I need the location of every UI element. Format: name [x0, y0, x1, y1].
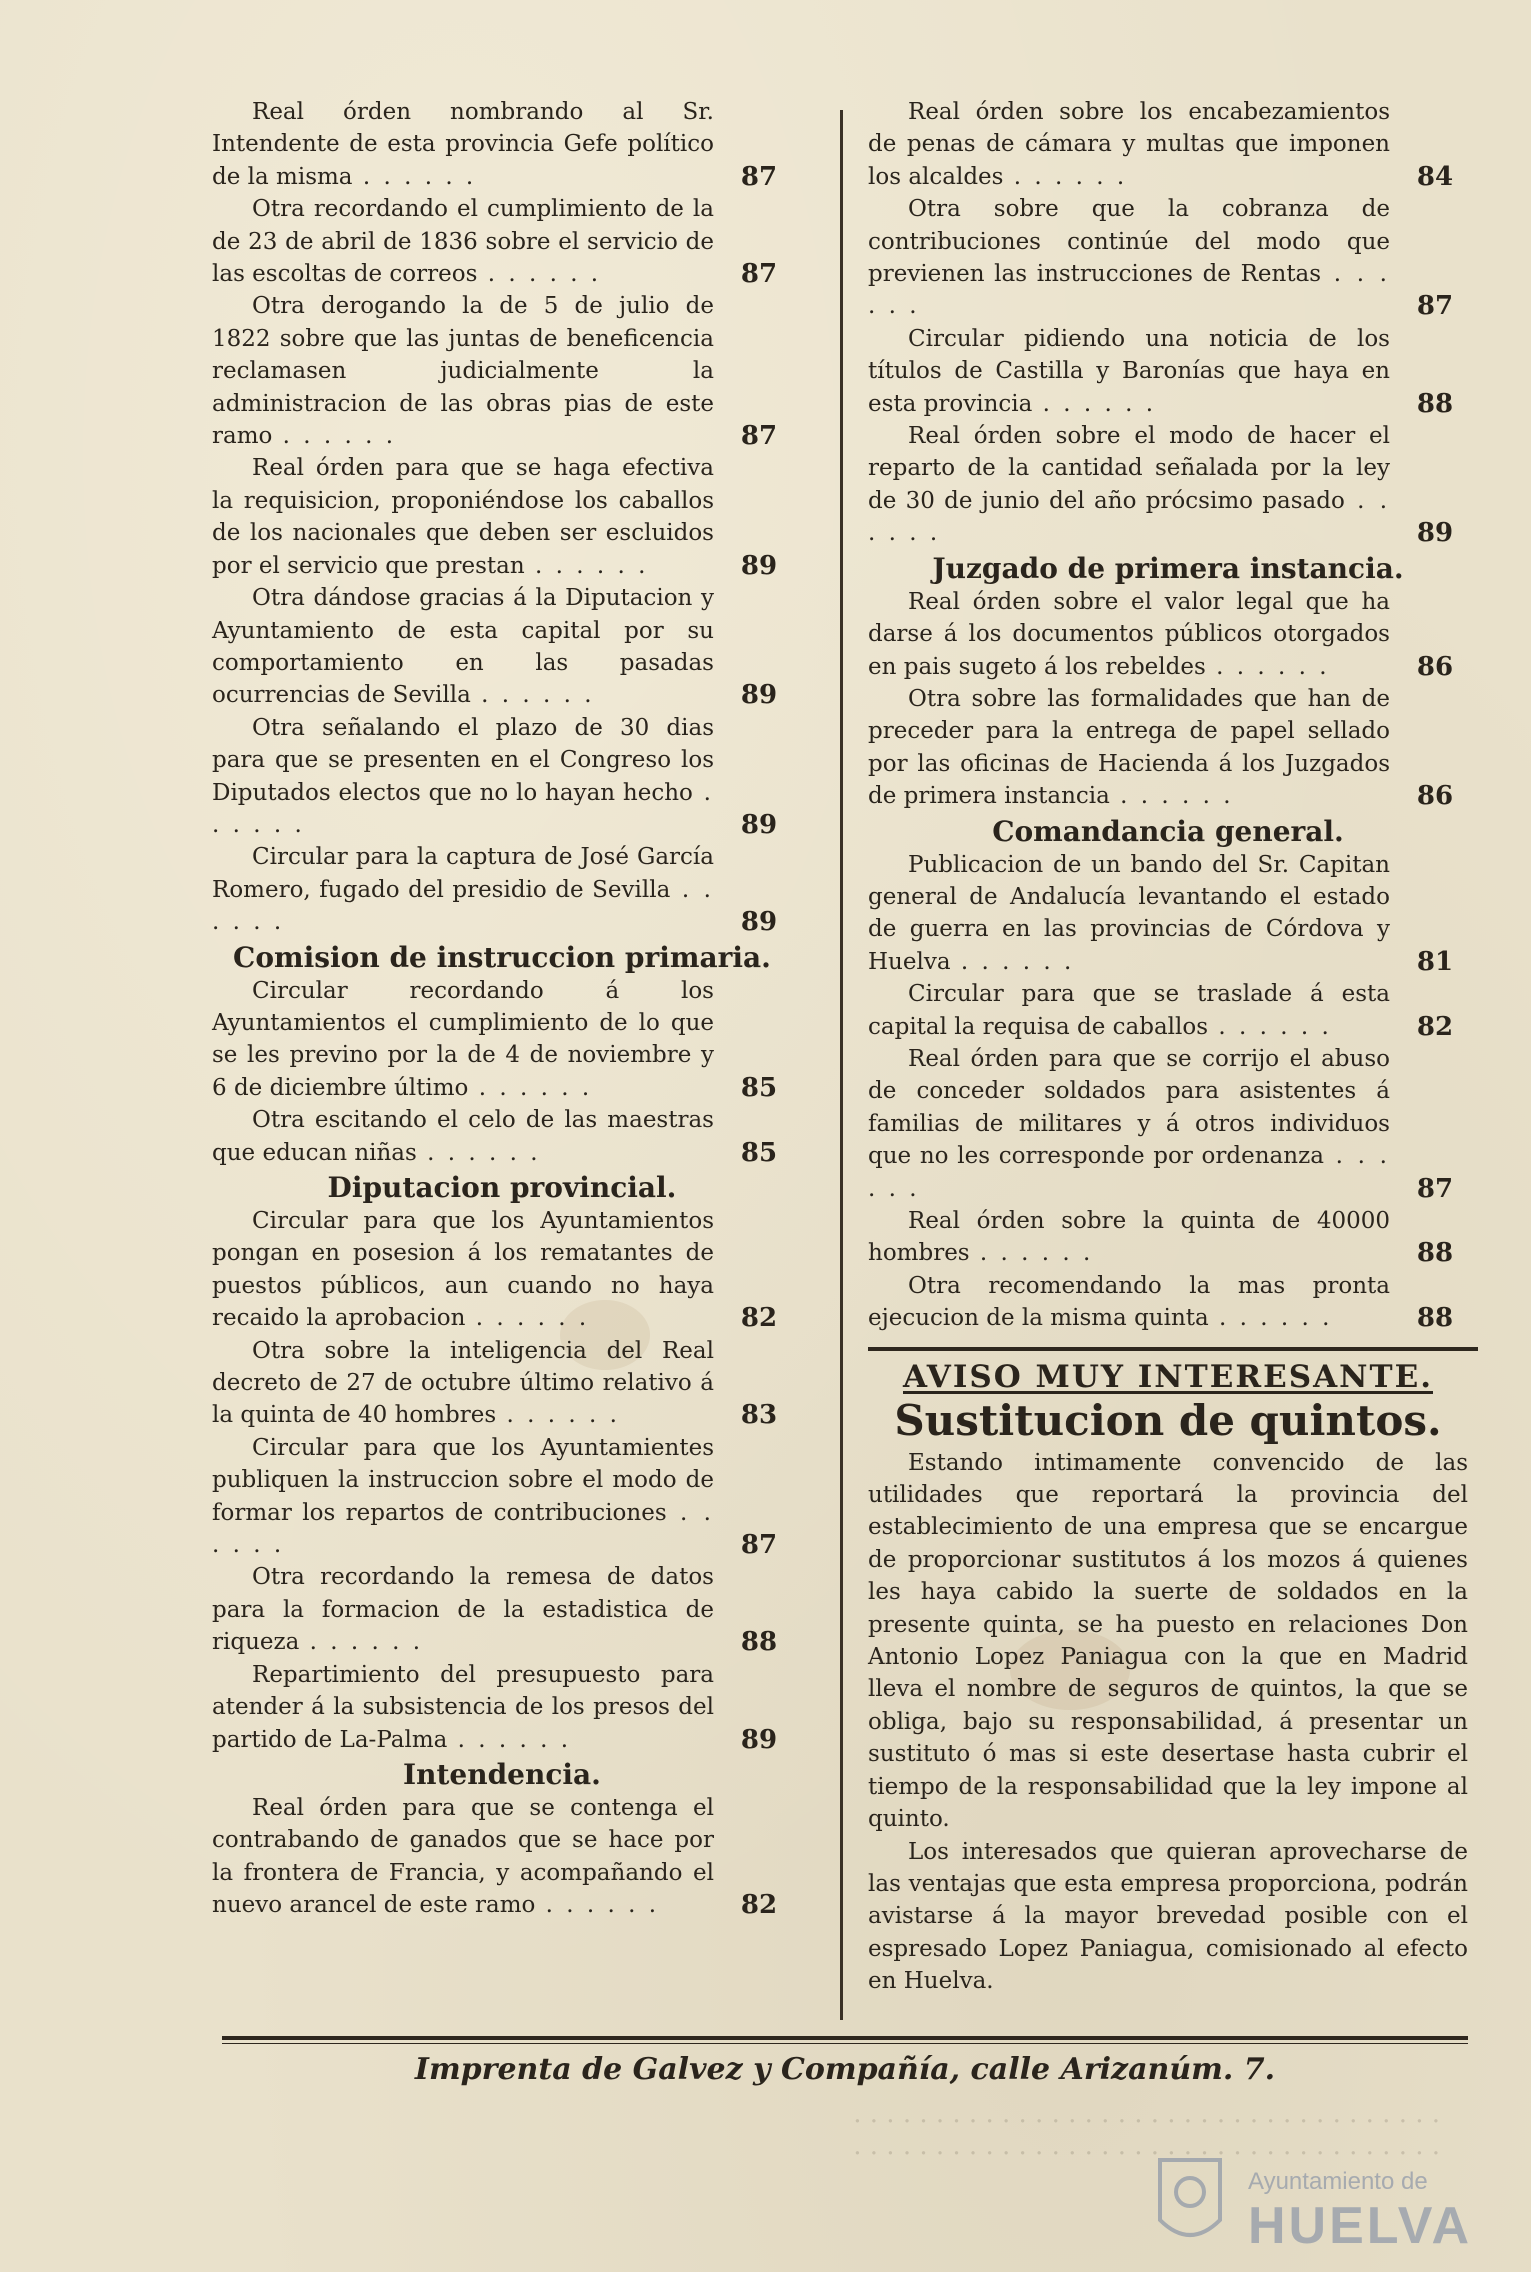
page-number: 87 [740, 1530, 778, 1561]
entry-text: Real órden para que se haga efectiva la requisicion, proponiéndose los caballos de los nacionales que deben ser escluidos por el servicio que prestan . . . . . . [212, 455, 714, 579]
entry-text: Publicacion de un bando del Sr. Capitan general de Andalucía levantando el estado de guerra en las provincias de Córdova y Huelva . . . . . . [868, 851, 1390, 975]
page-number: 88 [1416, 1303, 1454, 1334]
page-number: 88 [740, 1627, 778, 1658]
index-entry [212, 1104, 792, 1169]
index-entry [868, 323, 1468, 420]
entry-text: Otra sobre las formalidades que han de preceder para la entrega de papel sellado por las oficinas de Hacienda á los Juzgados de primera instancia . . . . . . [868, 685, 1390, 810]
page-number: 89 [740, 809, 778, 840]
leader-dots: . . . . . . [524, 552, 649, 579]
entry-text: Otra recordando el cumplimiento de la de 23 de abril de 1836 sobre el servicio de las escoltas de correos . . . . . . [212, 196, 714, 288]
leader-dots: . . . . . . [1003, 163, 1128, 190]
page-number: 82 [1416, 1011, 1454, 1042]
leader-dots: . . . . . . [535, 1892, 660, 1919]
footer-rule-thin [222, 2043, 1468, 2044]
footer-rule [222, 2036, 1468, 2040]
leader-dots: . . . . . . [447, 1726, 572, 1753]
leader-dots: . . . . . . [1032, 390, 1157, 417]
section-heading: Juzgado de primera instancia. [932, 551, 1404, 585]
page-number: 88 [1416, 388, 1454, 419]
index-entry [212, 290, 792, 452]
entry-text: Otra sobre que la cobranza de contribuciones continúe del modo que previenen las instrucciones de Rentas . . . . . . [868, 196, 1390, 320]
section-heading: Diputacion provincial. [327, 1171, 677, 1204]
entry-text: Otra recordando la remesa de datos para la formacion de la estadistica de riqueza . . . . . . [212, 1564, 714, 1656]
index-column-left [212, 96, 792, 1922]
entry-text: Circular para que los Ayuntamientos pongan en posesion á los rematantes de puestos públicos, aun cuando no haya recaido la aprobacion . . . . . . [212, 1208, 714, 1332]
index-entry [868, 420, 1468, 550]
leader-dots: . . . . . . [299, 1629, 424, 1656]
entry-text: Repartimiento del presupuesto para atender á la subsistencia de los presos del partido de La-Palma . . . . . . [212, 1661, 714, 1753]
index-entry [868, 193, 1468, 323]
entry-text: Otra escitando el celo de las maestras que educan niñas . . . . . . [212, 1107, 714, 1166]
index-entry [212, 1432, 792, 1562]
leader-dots: . . . . . . [1109, 783, 1234, 810]
leader-dots: . . . . . . [416, 1139, 541, 1166]
page-number: 87 [740, 421, 778, 452]
page-number: 89 [740, 550, 778, 581]
leader-dots: . . . . . . [1205, 653, 1330, 680]
watermark-line1: Ayuntamiento de [1248, 2168, 1428, 2195]
index-entry [212, 1659, 792, 1756]
page-number: 86 [1416, 781, 1454, 812]
entry-text: Otra dándose gracias á la Diputacion y Ayuntamiento de esta capital por su comportamiento en las pasadas ocurrencias de Sevilla . . . . . . [212, 585, 714, 709]
entry-text: Circular para la captura de José García Romero, fugado del presidio de Sevilla . . . . . . [212, 844, 714, 936]
index-entry [212, 96, 792, 193]
printer-imprint: Imprenta de Galvez y Compañía, calle Arizanúm. 7. [414, 2052, 1276, 2087]
section-divider [868, 1347, 1478, 1351]
page-number: 89 [740, 680, 778, 711]
notice-body [868, 1447, 1468, 1998]
leader-dots: . . . . . . [272, 423, 397, 450]
page-number: 88 [1416, 1238, 1454, 1269]
entry-text: Circular para que los Ayuntamientes publiquen la instruccion sobre el modo de formar los repartos de contribuciones . . . . . . [212, 1434, 714, 1559]
index-entry [868, 96, 1468, 193]
entry-text: Real órden para que se contenga el contrabando de ganados que se hace por la frontera de Francia, y acompañando el nuevo arancel de este ramo . . . . . . [212, 1794, 714, 1919]
notice-paragraph: Estando intimamente convencido de las utilidades que reportará la provincia del establecimiento de una empresa que se encargue de proporcionar sustitutos á los mozos á quienes les haya cabido la suerte de soldados en la presente quinta, se ha puesto en relaciones Don Antonio Lopez Paniagua con la que en Madrid lleva el nombre de seguros de quintos, la que se obliga, bajo su responsabilidad, á presentar un sustituto ó mas si este desertase hasta cubrir el tiempo de la responsabilidad que la ley impone al quinto. [868, 1449, 1468, 1833]
leader-dots: . . . . . . [868, 1143, 1390, 1202]
entry-text: Circular pidiendo una noticia de los títulos de Castilla y Baronías que haya en esta provincia . . . . . . [868, 325, 1390, 417]
page-number: 87 [1416, 1173, 1454, 1204]
index-entry [868, 683, 1468, 813]
leader-dots: . . . . . . [969, 1240, 1094, 1267]
index-entry [868, 1205, 1468, 1270]
leader-dots: . . . . . . [477, 261, 602, 288]
watermark-line2: HUELVA [1248, 2197, 1473, 2255]
leader-dots: . . . . . . [470, 682, 595, 709]
entry-text: Otra derogando la de 5 de julio de 1822 sobre que las juntas de beneficencia reclamasen judicialmente la administracion de las obras pias de este ramo . . . . . . [212, 293, 714, 450]
index-entry [868, 1043, 1468, 1205]
index-entry [212, 1561, 792, 1658]
index-entry [868, 849, 1468, 979]
page-number: 83 [740, 1400, 778, 1431]
entry-text: Circular para que se traslade á esta capital la requisa de caballos . . . . . . [868, 981, 1390, 1040]
leader-dots: . . . . . . [465, 1305, 590, 1332]
entry-text: Otra señalando el plazo de 30 dias para que se presenten en el Congreso los Diputados electos que no lo hayan hecho . . . . . . [212, 714, 714, 838]
page-number: 89 [740, 907, 778, 938]
page-number: 85 [740, 1072, 778, 1103]
notice-title: AVISO MUY INTERESANTE. [903, 1358, 1433, 1395]
index-entry [212, 975, 792, 1105]
entry-text: Otra sobre la inteligencia del Real decreto de 27 de octubre último relativo á la quinta de 40 hombres . . . . . . [212, 1337, 714, 1429]
index-entry [212, 1335, 792, 1432]
leader-dots: . . . . . . [468, 1074, 593, 1101]
leader-dots: . . . . . . [950, 948, 1075, 975]
index-entry [212, 193, 792, 290]
entry-text: Real órden nombrando al Sr. Intendente de esta provincia Gefe político de la misma . . . . . . [212, 99, 714, 190]
section-heading: Comision de instruccion primaria. [233, 940, 771, 974]
index-entry [212, 1792, 792, 1922]
index-column-right [868, 96, 1468, 1998]
index-entry [868, 1270, 1468, 1335]
entry-text: Real órden sobre los encabezamientos de penas de cámara y multas que imponen los alcaldes . . . . . . [868, 99, 1390, 190]
leader-dots: . . . . . . [868, 487, 1391, 547]
entry-text: Circular recordando á los Ayuntamientos el cumplimiento de lo que se les previno por la de 4 de noviembre y 6 de diciembre último . . . . . . [212, 977, 714, 1101]
page-number: 89 [740, 1724, 778, 1755]
right-index-entries [868, 96, 1468, 1335]
entry-text: Real órden sobre el modo de hacer el reparto de la cantidad señalada por la ley de 30 de junio del año prócsimo pasado . . . . . . [868, 423, 1391, 547]
notice-paragraph: Los interesados que quieran aprovecharse de las ventajas que esta empresa proporciona, podrán avistarse á la mayor brevedad posible con el espresado Lopez Paniagua, comisionado al efecto en Huelva. [868, 1838, 1468, 1995]
leader-dots: . . . . . . [1208, 1305, 1333, 1332]
index-entry [212, 712, 792, 842]
page-number: 82 [740, 1890, 778, 1921]
entry-text: Real órden sobre el valor legal que ha darse á los documentos públicos otorgados en pais sugeto á los rebeldes . . . . . . [868, 588, 1390, 680]
page-number: 82 [740, 1303, 778, 1334]
entry-text: Otra recomendando la mas pronta ejecucion de la misma quinta . . . . . . [868, 1272, 1390, 1332]
index-entry [868, 978, 1468, 1043]
index-entry [868, 586, 1468, 683]
leader-dots: . . . . . . [352, 163, 477, 190]
page-number: 86 [1416, 651, 1454, 682]
section-heading: Comandancia general. [992, 814, 1344, 848]
leader-dots: . . . . . . [212, 1499, 714, 1559]
bleed-through-text: · · · · · · · · · · · · · · · · · · · · · · · · · · · · · · · · · · · · · · · · · · · · · · · · · · · · · · · · · · · · · · · · · · · · · · · · [853, 2107, 1440, 2169]
page-number: 81 [1416, 946, 1454, 977]
index-entry [212, 1205, 792, 1335]
entry-text: Real órden para que se corrijo el abuso de conceder soldados para asistentes á familias de militares y á otros individuos que no les corresponde por ordenanza . . . . . . [868, 1045, 1390, 1202]
page-number: 84 [1416, 161, 1454, 192]
leader-dots: . . . . . . [212, 876, 714, 936]
notice-subtitle: Sustitucion de quintos. [894, 1395, 1442, 1445]
leader-dots: . . . . . . [1208, 1013, 1332, 1040]
index-entry [212, 841, 792, 938]
notice-section [868, 1359, 1468, 1998]
entry-text: Real órden sobre la quinta de 40000 hombres . . . . . . [868, 1208, 1390, 1267]
page-number: 85 [740, 1137, 778, 1168]
page-number: 89 [1416, 518, 1454, 549]
page-number: 87 [740, 161, 778, 192]
page-number: 87 [1416, 291, 1454, 322]
leader-dots: . . . . . . [496, 1402, 620, 1429]
leader-dots: . . . . . . [212, 779, 714, 838]
section-heading: Intendencia. [403, 1757, 601, 1791]
leader-dots: . . . . . . [868, 261, 1390, 320]
index-entry [212, 452, 792, 582]
column-divider [840, 110, 843, 2020]
index-entry [212, 582, 792, 712]
page-number: 87 [740, 259, 778, 290]
